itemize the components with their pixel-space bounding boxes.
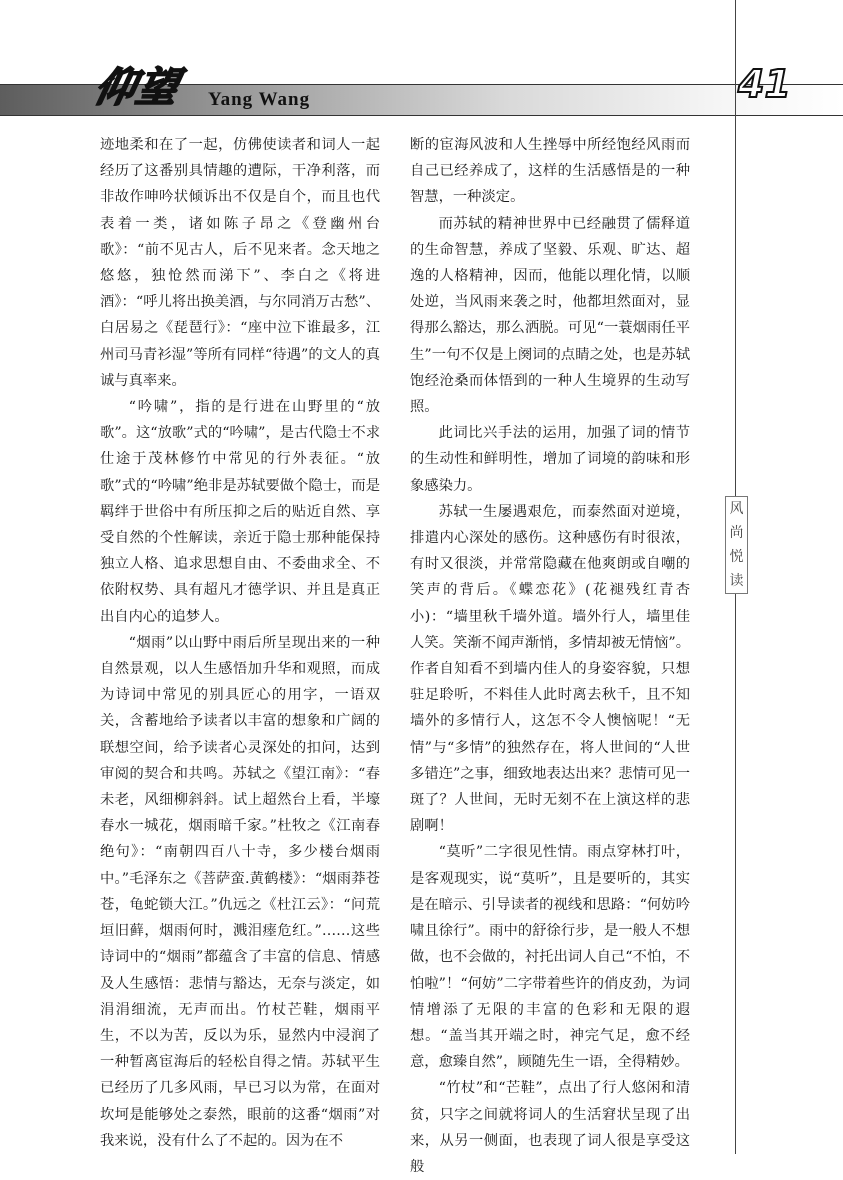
paragraph: “莫听”二字很见性情。雨点穿林打叶，是客观现实，说“莫听”，且是要听的，其实是在暗示、引导读者的视线和思路：“何妨吟啸且徐行”。雨中的舒徐行步，是一般人不想做，也不会做的，衬托出词人自己“不怕，不怕啦”！“何妨”二字带着些许的俏皮劲，为词情增添了无限的丰富的色彩和无限的遐想。“盖当其开端之时，神完气足，愈不经意，愈臻自然”，顾随先生一语，全得精妙。 — [410, 844, 690, 1071]
paragraph: “烟雨”以山野中雨后所呈现出来的一种自然景观，以人生感悟加升华和观照，而成为诗词中常见的别具匠心的用字，一语双关，含蓄地给予读者以丰富的想象和广阔的联想空间，给予读者心灵深处的扣问，达到审阅的契合和共鸣。苏轼之《望江南》：“春未老，风细柳斜斜。试上超然台上看，半壕春水一城花，烟雨暗千家。”杜牧之《江南春绝句》：“南朝四百八十寺，多少楼台烟雨中。”毛泽东之《菩萨蛮.黄鹤楼》：“烟雨莽苍苍，龟蛇锁大江。”仇远之《杜江云》：“问荒垣旧藓，烟雨何时，溅泪瘗危红。”……这些诗词中的“烟雨”都蕴含了丰富的信息、情感及人生感悟：悲情与豁达，无奈与淡定，如涓涓细流，无声而出。竹杖芒鞋，烟雨平生，不以为苦，反以为乐，显然内中浸润了一种暂离宦海后的轻松自得之情。苏轼平生已经历了几多风雨，早已习以为常，在面对坎坷是能够处之泰然，眼前的这番“烟雨”对我来说，没有什么了不起的。因为在不 — [100, 634, 380, 1149]
text-column-left — [100, 132, 380, 1154]
paragraph: 苏轼一生屡遇艰危，而泰然面对逆境，排遣内心深处的感伤。这种感伤有时很浓，有时又很淡，并常常隐藏在他爽朗或自嘲的笑声的背后。《蝶恋花》(花褪残红青杏小)：“墙里秋千墙外道。墙外行人，墙里佳人笑。笑渐不闻声渐悄，多情却被无情恼”。作者自知看不到墙内佳人的身姿容貌，只想驻足聆听，不料佳人此时离去秋千，且不知墙外的多情行人，这怎不令人懊恼呢！“无情”与“多情”的独然存在，将人世间的“人世多错迕”之事，细致地表达出来？悲情可见一斑了？人世间，无时无刻不在上演这样的悲剧啊！ — [410, 503, 690, 835]
paragraph: 此词比兴手法的运用，加强了词的情节的生动性和鲜明性，增加了词境的韵味和形象感染力。 — [410, 425, 690, 494]
section-side-tab — [725, 496, 748, 594]
side-tab-char: 风 — [729, 501, 744, 517]
magazine-logo-subtitle: Yang Wang — [208, 89, 311, 110]
page-number: 41 — [738, 62, 791, 106]
side-tab-char: 读 — [729, 573, 744, 589]
magazine-logo: 仰望 — [90, 65, 185, 111]
side-tab-char: 尚 — [729, 525, 744, 541]
paragraph: 断的宦海风波和人生挫辱中所经饱经风雨而自己已经养成了，这样的生活感悟是的一种智慧，一种淡定。 — [410, 137, 690, 206]
paragraph: 迹地柔和在了一起，仿佛使读者和词人一起经历了这番别具情趣的遭际，干净利落，而非故作呻吟状倾诉出不仅是自个，而且也代表着一类，诸如陈子昂之《登幽州台歌》：“前不见古人，后不见来者。念天地之悠悠，独怆然而涕下”、李白之《将进酒》：“呼儿将出换美酒，与尔同消万古愁”、白居易之《琵琶行》：“座中泣下谁最多，江州司马青衫湿”等所有同样“待遇”的文人的真诚与真率来。 — [100, 137, 380, 389]
side-tab-char: 悦 — [729, 549, 744, 565]
paragraph: “吟啸”，指的是行进在山野里的“放歌”。这“放歌”式的“吟啸”，是古代隐士不求仕途于茂林修竹中常见的行外表征。“放歌”式的“吟啸”绝非是苏轼要做个隐士，而是羁绊于世俗中有所压抑之后的贴近自然、享受自然的个性解读，亲近于隐士那种能保持独立人格、追求思想自由、不委曲求全、不依附权势、具有超凡才德学识、并且是真正出自内心的追梦人。 — [100, 399, 380, 625]
paragraph: “竹杖”和“芒鞋”，点出了行人悠闲和清贫，只字之间就将词人的生活窘状呈现了出来，从另一侧面，也表现了词人很是享受这般 — [410, 1080, 690, 1175]
paragraph: 而苏轼的精神世界中已经融贯了儒释道的生命智慧，养成了坚毅、乐观、旷达、超逸的人格精神，因而，他能以理化情，以顺处逆，当风雨来袭之时，他都坦然面对，显得那么豁达，那么洒脱。可见“一蓑烟雨任平生”一句不仅是上阕词的点睛之处，也是苏轼饱经沧桑而体悟到的一种人生境界的生动写照。 — [410, 215, 690, 416]
text-column-right — [410, 132, 690, 1180]
